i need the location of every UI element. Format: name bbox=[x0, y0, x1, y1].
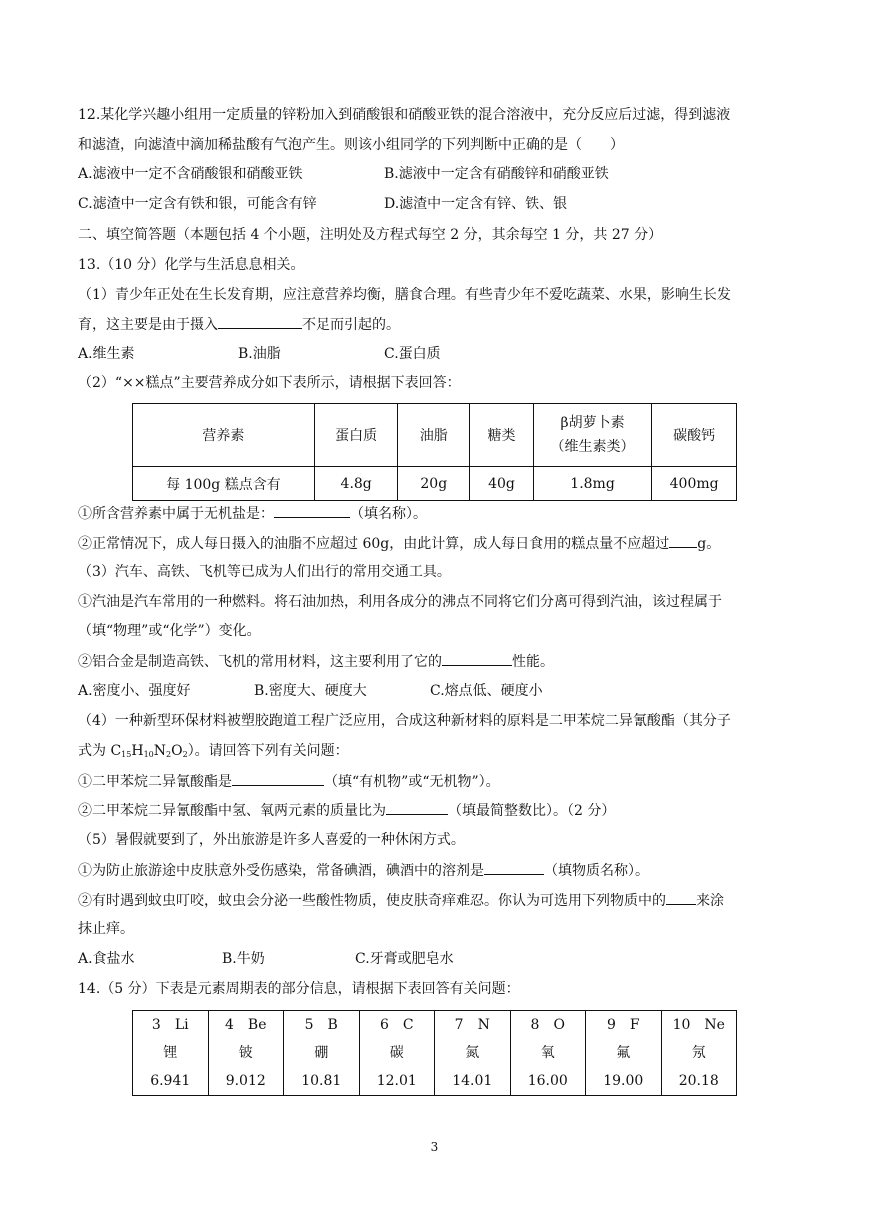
nutrition-header-sugar: 糖类 bbox=[470, 404, 534, 467]
element-number-symbol: 6 C bbox=[379, 1017, 414, 1033]
q13-part5-intro: （5）暑假就要到了，外出旅游是许多人喜爱的一种休闲方式。 bbox=[78, 832, 465, 848]
nutrition-header-carotene bbox=[533, 404, 651, 467]
q13-part3-q1-line2: （填“物理”或“化学”）变化。 bbox=[78, 623, 261, 639]
element-name: 碳 bbox=[389, 1045, 404, 1061]
element-mass: 6.941 bbox=[150, 1073, 191, 1089]
q13-part5-q2 bbox=[78, 890, 724, 911]
element-cell bbox=[661, 1011, 737, 1096]
element-number-symbol: 8 O bbox=[530, 1017, 565, 1033]
element-cell bbox=[133, 1011, 209, 1096]
q13-part1-line1: （1）青少年正处在生长发育期，应注意营养均衡，膳食合理。有些青少年不爱吃蔬菜、水果，影响生长发 bbox=[78, 287, 731, 303]
q13-part3-q1-line1: ①汽油是汽车常用的一种燃料。将石油加热，利用各成分的沸点不同将它们分离可得到汽油，该过程属于 bbox=[78, 594, 722, 610]
q13-part4-q2-text-a: ②二甲苯烷二异氰酸酯中氢、氧两元素的质量比为 bbox=[78, 803, 386, 819]
q13-part4-q2-text-b: （填最简整数比）。（2 分） bbox=[448, 803, 616, 819]
q13-part1-text-b: 不足而引起的。 bbox=[302, 317, 400, 333]
q13-part2-q2-text-b: g。 bbox=[697, 536, 721, 552]
q12-option-a: A.滤液中一定不含硝酸银和硝酸亚铁 bbox=[78, 166, 303, 182]
q13-part4-q1-text-a: ①二甲苯烷二异氰酸酯是 bbox=[78, 774, 232, 790]
nutrition-row-label: 每 100g 糕点含有 bbox=[133, 467, 315, 501]
q14-title: 14.（5 分）下表是元素周期表的部分信息，请根据下表回答有关问题： bbox=[78, 981, 520, 997]
nutrition-cell-fat: 20g bbox=[398, 467, 470, 501]
q13-part4-line2 bbox=[78, 741, 349, 765]
formula-subscript-n: 2 bbox=[166, 750, 172, 759]
q13-part2-q2-text-a: ②正常情况下，成人每日摄入的油脂不应超过 60g，由此计算，成人每日食用的糕点量不应超过 bbox=[78, 536, 670, 552]
q13-part5-q1 bbox=[78, 860, 649, 881]
q13-part4-q1-text-b: （填“有机物”或“无机物”）。 bbox=[324, 774, 500, 790]
q13-part3-option-b: B.密度大、硬度大 bbox=[254, 683, 367, 699]
q13-part3-q2 bbox=[78, 651, 554, 672]
q13-part2-q1 bbox=[78, 503, 427, 524]
q13-part1-option-b: B.油脂 bbox=[238, 346, 281, 362]
q13-part2-q1-text-b: （填名称）。 bbox=[350, 506, 427, 522]
answer-blank[interactable] bbox=[232, 771, 324, 786]
q13-part3-option-c: C.熔点低、硬度小 bbox=[430, 683, 543, 699]
nutrition-header-fat: 油脂 bbox=[398, 404, 470, 467]
element-number-symbol: 7 N bbox=[454, 1017, 490, 1033]
answer-blank[interactable] bbox=[386, 800, 448, 815]
nutrition-cell-carotene: 1.8mg bbox=[533, 467, 651, 501]
element-number-symbol: 3 Li bbox=[151, 1017, 189, 1033]
nutrition-header-carotene-line1: β胡萝卜素 bbox=[560, 415, 625, 431]
q13-part1-option-a: A.维生素 bbox=[78, 346, 135, 362]
element-mass: 9.012 bbox=[225, 1073, 266, 1089]
nutrition-table bbox=[132, 403, 737, 501]
element-cell bbox=[284, 1011, 360, 1096]
q13-title: 13.（10 分）化学与生活息息相关。 bbox=[78, 257, 305, 273]
element-name: 氮 bbox=[465, 1045, 480, 1061]
element-name: 氟 bbox=[616, 1045, 631, 1061]
q13-part5-q2-line2: 抹止痒。 bbox=[78, 921, 134, 937]
formula-n: N bbox=[153, 743, 167, 759]
q13-part1-line2 bbox=[78, 314, 400, 335]
element-mass: 12.01 bbox=[376, 1073, 417, 1089]
q13-part3-intro: （3）汽车、高铁、飞机等已成为人们出行的常用交通工具。 bbox=[78, 564, 451, 580]
q13-part4-line1: （4）一种新型环保材料被塑胶跑道工程广泛应用，合成这种新材料的原料是二甲苯烷二异氰酸酯（其分子 bbox=[78, 713, 731, 729]
q13-part5-option-a: A.食盐水 bbox=[78, 951, 135, 967]
answer-blank[interactable] bbox=[218, 314, 302, 329]
q13-part3-q2-text-a: ②铝合金是制造高铁、飞机的常用材料，这主要利用了它的 bbox=[78, 654, 442, 670]
q13-part3-option-a: A.密度小、强度好 bbox=[78, 683, 191, 699]
nutrition-header-calcium-carbonate: 碳酸钙 bbox=[652, 404, 737, 467]
q12-option-c: C.滤渣中一定含有铁和银，可能含有锌 bbox=[78, 196, 317, 212]
page-number: 3 bbox=[430, 1140, 439, 1154]
q13-part2-q1-text-a: ①所含营养素中属于无机盐是： bbox=[78, 506, 274, 522]
q13-part5-option-c: C.牙膏或肥皂水 bbox=[355, 951, 454, 967]
nutrition-cell-protein: 4.8g bbox=[314, 467, 398, 501]
element-name: 氖 bbox=[691, 1045, 706, 1061]
q13-part4-q1 bbox=[78, 771, 500, 792]
q12-option-d: D.滤渣中一定含有锌、铁、银 bbox=[384, 196, 568, 212]
answer-blank[interactable] bbox=[669, 533, 697, 548]
q13-part5-option-b: B.牛奶 bbox=[222, 951, 265, 967]
q13-part4-formula-prefix: 式为 C bbox=[78, 743, 122, 759]
section-heading: 二、填空简答题（本题包括 4 个小题，注明处及方程式每空 2 分，其余每空 1 分，共 27 分） bbox=[78, 227, 663, 243]
q13-part5-q2-text-b: 来涂 bbox=[696, 893, 724, 909]
element-name: 锂 bbox=[163, 1045, 178, 1061]
element-name: 硼 bbox=[314, 1045, 329, 1061]
element-cell bbox=[208, 1011, 284, 1096]
answer-blank[interactable] bbox=[274, 503, 350, 518]
q13-part2-q2 bbox=[78, 533, 720, 554]
nutrition-cell-sugar: 40g bbox=[470, 467, 534, 501]
element-mass: 19.00 bbox=[603, 1073, 644, 1089]
element-mass: 20.18 bbox=[678, 1073, 719, 1089]
answer-blank[interactable] bbox=[666, 890, 696, 905]
q12-option-b: B.滤液中一定含有硝酸锌和硝酸亚铁 bbox=[384, 166, 609, 182]
answer-blank[interactable] bbox=[484, 860, 544, 875]
q12-stem-line1: 12.某化学兴趣小组用一定质量的锌粉加入到硝酸银和硝酸亚铁的混合溶液中，充分反应后过滤，得到滤液 bbox=[78, 107, 731, 123]
element-mass: 16.00 bbox=[527, 1073, 568, 1089]
element-name: 铍 bbox=[238, 1045, 253, 1061]
element-number-symbol: 9 F bbox=[606, 1017, 640, 1033]
element-number-symbol: 5 B bbox=[304, 1017, 338, 1033]
q13-part4-line2-text: ）。请回答下列有关问题： bbox=[187, 743, 349, 759]
formula-h: H bbox=[131, 743, 144, 759]
q13-part4-q2 bbox=[78, 800, 615, 821]
periodic-table-excerpt bbox=[132, 1010, 737, 1096]
q13-part5-q1-text-b: （填物质名称）。 bbox=[544, 863, 649, 879]
element-number-symbol: 10 Ne bbox=[672, 1017, 725, 1033]
element-cell bbox=[586, 1011, 662, 1096]
answer-blank[interactable] bbox=[442, 651, 512, 666]
nutrition-header-carotene-line2: （维生素类） bbox=[550, 439, 635, 455]
formula-subscript-o: 2 bbox=[182, 750, 188, 759]
element-cell bbox=[359, 1011, 435, 1096]
element-mass: 14.01 bbox=[452, 1073, 493, 1089]
nutrition-cell-calcium-carbonate: 400mg bbox=[652, 467, 737, 501]
nutrition-header-nutrient: 营养素 bbox=[133, 404, 315, 467]
formula-o: O bbox=[171, 743, 183, 759]
q13-part5-q1-text-a: ①为防止旅游途中皮肤意外受伤感染，常备碘酒，碘酒中的溶剂是 bbox=[78, 863, 484, 879]
q13-part2-intro: （2）“××糕点”主要营养成分如下表所示，请根据下表回答： bbox=[78, 375, 461, 391]
q13-part3-q2-text-b: 性能。 bbox=[512, 654, 554, 670]
q12-stem-line2: 和滤渣，向滤渣中滴加稀盐酸有气泡产生。则该小组同学的下列判断中正确的是（ ） bbox=[78, 137, 624, 153]
formula-subscript-c: 15 bbox=[121, 750, 132, 759]
element-mass: 10.81 bbox=[301, 1073, 342, 1089]
formula-subscript-h: 10 bbox=[143, 750, 154, 759]
element-cell bbox=[510, 1011, 586, 1096]
element-number-symbol: 4 Be bbox=[225, 1017, 267, 1033]
nutrition-header-protein: 蛋白质 bbox=[314, 404, 398, 467]
q13-part1-text-a: 育，这主要是由于摄入 bbox=[78, 317, 218, 333]
q13-part1-option-c: C.蛋白质 bbox=[384, 346, 441, 362]
element-cell bbox=[435, 1011, 511, 1096]
element-name: 氧 bbox=[540, 1045, 555, 1061]
q13-part5-q2-text-a: ②有时遇到蚊虫叮咬，蚊虫会分泌一些酸性物质，使皮肤奇痒难忍。你认为可选用下列物质中的 bbox=[78, 893, 666, 909]
